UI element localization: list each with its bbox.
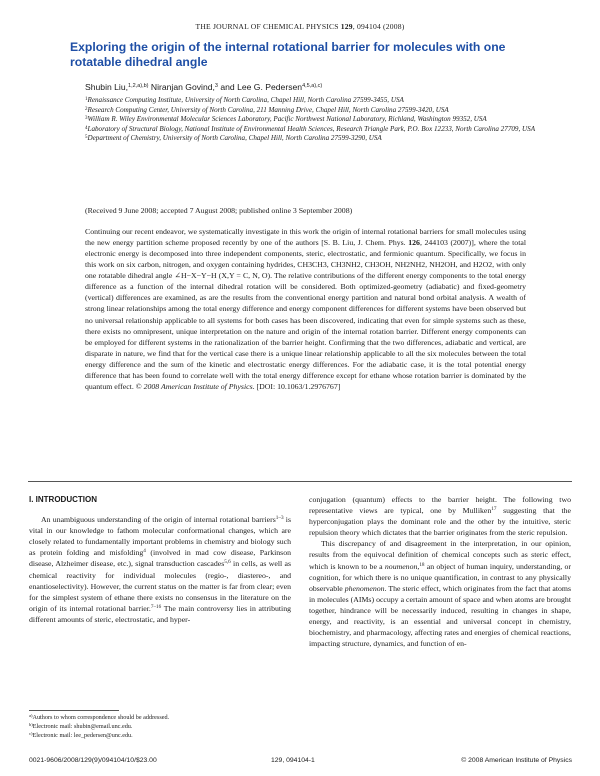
paragraph: This discrepancy of and disagreement in the interpretation, in our opinion, results from the equivocal definition of chemical concepts such as steric effect, which is known to be a noumenon,$^{18}$ an object of human inquiry, understanding, or cognition, for which there is no unique quantification, in contrast to any physically observable phenomenon. The steric effect, which originates from the fact that atoms in molecules (AIMs) occupy a certain amount of space and when atoms are brought together, hindrance will be necessarily induced, resulting in changes in shape, energy, and reactivity, is an essential and universal concept in chemistry, biochemistry, and pharmacology, affecting rates and energies of chemical reactions, impacting structure, dynamics, and function of en- [309, 539, 571, 649]
paragraph-text: an object of human inquiry, understanding, or cognition, for which there is no unique quantification, in contrast to any physically observable [309, 561, 571, 593]
footer-copyright: © 2008 American Institute of Physics [461, 757, 572, 764]
doi-link[interactable]: 10.1063/1.2976767 [277, 381, 338, 391]
citation[interactable]: 4 [143, 548, 146, 555]
affiliation-text: Research Computing Center, University of North Carolina, 211 Manning Drive, Chapel Hill, North Carolina 27599-3420, USA [87, 105, 449, 114]
affiliation [85, 96, 545, 106]
paragraph-text: is vital in our knowledge to fathom molecular conformational changes, which are closely related to fundamentally important problems in chemistry and biology such as protein folding and misfolding [29, 515, 291, 558]
paragraph-text: (involved in mad cow disease, Parkinson disease, Alzheimer disease, etc.), signal transduction cascades [29, 548, 291, 569]
paragraph-text: in cells, as well as chemical reactivity for individual molecules (regio-, diastereo-, and enantioselectivity). However, the current status on the matter is far from clear; even for the simplest system of ethane there exists no consensus in the literature on the origin of its internal rotational barrier. [29, 559, 291, 613]
author-marks: 1,2,a),b) [128, 83, 149, 89]
paragraph-text: conjugation (quantum) effects to the barrier height. The following two representative views are typical, one by Mulliken [309, 495, 571, 516]
abstract-text: Continuing our recent endeavor, we systematically investigate in this work the origin of internal rotational barriers for small molecules using the new energy partition scheme proposed recently by one of the authors [S. B. Liu, J. Chem. Phys. [85, 227, 526, 248]
doi-suffix: ] [337, 381, 341, 391]
affiliation [85, 134, 545, 144]
affiliation-number: 3 [85, 116, 88, 122]
journal-volume: 129 [340, 22, 353, 31]
footnote-mark: b) [29, 721, 33, 727]
footnote-text[interactable]: Electronic mail: lee_pedersen@unc.edu. [32, 731, 133, 739]
doi-prefix: . [DOI: [252, 381, 278, 391]
affiliation-text: Department of Chemistry, University of North Carolina, Chapel Hill, North Carolina 27599-3290, USA [87, 134, 382, 143]
paragraph-text: . The steric effect, which originates from the fact that atoms in molecules (AIMs) occupy a certain amount of space and when atoms are brought together, hindrance will be necessarily induced, resulting in changes in shape, energy, and reactivity, is an essential and universal concept in chemistry, biochemistry, and pharmacology, affecting rates and energies of chemical reactions, impacting structure, dynamics, and function of en- [309, 583, 571, 649]
emphasis: phenomenon [344, 583, 385, 593]
section-heading: I. INTRODUCTION [29, 495, 97, 504]
footnotes [29, 714, 291, 741]
citation[interactable]: 18 [419, 561, 425, 568]
footnote-mark: a) [29, 713, 33, 718]
abstract-text: , 244103 (2007)], where the total electronic energy is decomposed into three independent components, steric, electrostatic, and fermionic quantum. Specifically, we focus in this work on six carbon, nitrogen, and oxygen containing hydrides, CH3CH3, CH3NH2, CH3OH, NH2NH2, NH2OH, and H2O2, with only one rotatable dihedral angle ∠H−X−Y−H (X,Y = C, N, O). The relative contributions of the different energy components to the total energy difference as a function of the internal dihedral rotation will be considered. Both optimized-geometry (adiabatic) and fixed-geometry (vertical) differences are examined, as are the results from the conventional energy partition and natural bond orbital analysis. A wealth of strong linear relationships among the total energy difference and energy component differences for different systems have been observed but no universal relationship applicable to all systems for both cases has been discovered, indicating that even for simple systems such as these, there exists no omnipresent, unique interpretation on the nature and origin of the internal rotation barrier. Different energy components can be employed for different systems in the rationalization of the barrier height. Confirming that the two differences, adiabatic and vertical, are disparate in nature, we find that for the vertical case there is a unique linear relationship applicable to all the six molecules between the total energy difference and the sum of the kinetic and electrostatic energy differences. For the adiabatic case, it is the total potential energy difference that has been found to correlate well with the total energy difference except for ethane whose rotation barrier is dominated by the quantum effect. © [85, 238, 526, 391]
paragraph-text: An unambiguous understanding of the origin of internal rotational barriers [41, 515, 276, 525]
footer-issn: 0021-9606/2008/129(9)/094104/10/$23.00 [29, 757, 157, 764]
emphasis: noumenon [384, 561, 418, 571]
ref-volume: 126 [408, 238, 420, 248]
footnote-mark: c) [29, 730, 33, 736]
footnote [29, 723, 291, 732]
affiliation-text: Laboratory of Structural Biology, National Institute of Environmental Health Sciences, Research Triangle Park, P.O. Box 12233, North Carolina 27709, USA [87, 124, 536, 133]
paragraph-text: The main controversy lies in attributing different amounts of steric, electrostatic, and hyper- [29, 603, 292, 624]
footnote-divider [29, 710, 119, 711]
author-marks: 3 [214, 83, 218, 89]
journal-header [0, 22, 600, 31]
footnote [29, 732, 291, 741]
affiliation-number: 4 [85, 125, 88, 131]
journal-article: , 094104 (2008) [352, 22, 405, 31]
author-name: Niranjan Govind, [150, 82, 215, 92]
citation[interactable]: 1–3 [275, 515, 284, 522]
left-column [29, 494, 291, 625]
section-divider [28, 481, 572, 482]
paragraph-text: This discrepancy of and disagreement in the interpretation, in our opinion, results from the equivocal definition of chemical concepts such as steric effect, which is known to be a [309, 539, 571, 571]
journal-name: THE JOURNAL OF CHEMICAL PHYSICS [195, 22, 339, 31]
citation[interactable]: 17 [491, 506, 497, 513]
affiliation [85, 125, 545, 135]
copyright-notice: 2008 American Institute of Physics [143, 381, 253, 391]
author-name: and Lee G. Pedersen [220, 82, 303, 92]
author-marks: 4,5,a),c) [302, 83, 323, 89]
abstract [85, 226, 526, 392]
footnote-text[interactable]: Electronic mail: shubin@email.unc.edu. [32, 722, 133, 730]
affiliation-number: 5 [85, 135, 88, 141]
affiliation-text: Renaissance Computing Institute, University of North Carolina, Chapel Hill, North Carolina 27599-3455, USA [87, 96, 404, 104]
right-column [309, 494, 571, 649]
affiliation-number: 1 [85, 97, 88, 102]
paragraph [29, 514, 291, 625]
paper-title: Exploring the origin of the internal rotational barrier for molecules with one rotatable dihedral angle [70, 40, 506, 69]
affiliation-text: William R. Wiley Environmental Molecular Sciences Laboratory, Pacific Northwest National Laboratory, Richland, Washington 99352, USA [87, 115, 487, 124]
footnote-text: Authors to whom correspondence should be addressed. [32, 714, 170, 721]
affiliation [85, 106, 545, 116]
affiliation-number: 2 [85, 106, 88, 112]
citation[interactable]: 7–16 [150, 603, 162, 610]
citation[interactable]: 5,6 [224, 559, 231, 566]
affiliation [85, 115, 545, 125]
footnote [29, 714, 291, 723]
affiliations [85, 96, 545, 144]
footer-page-number: 129, 094104-1 [271, 757, 315, 764]
author-list [85, 82, 322, 92]
paragraph [309, 494, 571, 538]
paragraph-text: suggesting that the hyperconjugation plays the dominant role and the other by the intuitive, steric repulsion theory which dictates that the barrier originates from the steric repulsion. [309, 506, 572, 538]
received-dates: (Received 9 June 2008; accepted 7 August 2008; published online 3 September 2008) [85, 206, 353, 215]
author-name: Shubin Liu, [85, 82, 129, 92]
